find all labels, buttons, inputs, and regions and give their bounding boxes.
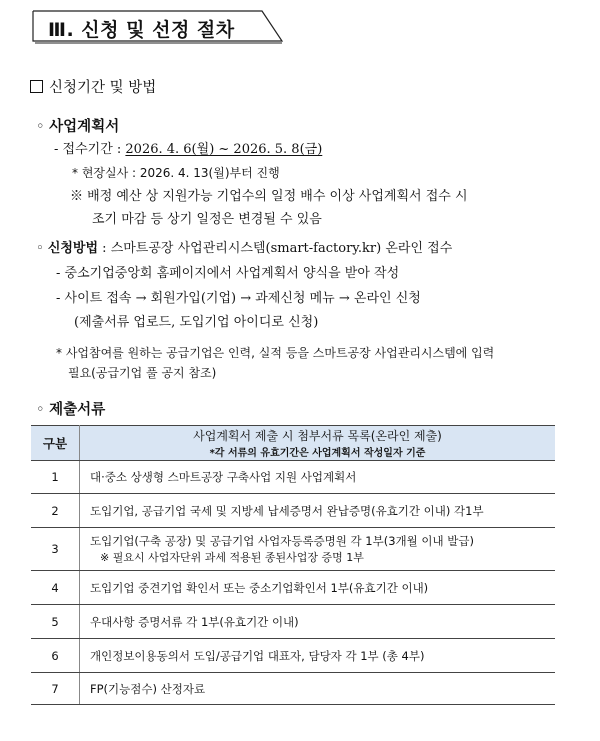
table-row (31, 639, 555, 673)
plan-label: 사업계획서 (49, 118, 120, 135)
method-line1: - 중소기업중앙회 홈페이지에서 사업계획서 양식을 받아 작성 (56, 266, 400, 281)
method-note1: * 사업참여를 원하는 공급기업은 인력, 실적 등을 스마트공장 사업관리시스템에 입력 (56, 346, 495, 360)
bullet-icon: ◦ (36, 402, 50, 418)
period-heading (30, 76, 156, 97)
period-heading-text: 신청기간 및 방법 (49, 80, 157, 96)
bullet-icon: ◦ (36, 119, 50, 135)
row-no: 3 (31, 528, 80, 571)
receipt-period (54, 138, 322, 157)
table-header-row (31, 426, 555, 461)
method-label: 신청방법 (47, 241, 99, 256)
method-note2: 필요(공급기업 풀 공지 참조) (68, 366, 217, 380)
row-text: 대·중소 상생형 스마트공장 구축사업 지원 사업계획서 (80, 461, 556, 494)
documents-label: 제출서류 (49, 401, 106, 418)
table-row (31, 673, 555, 705)
schedule-note-line1: ※ 배정 예산 상 지원가능 기업수의 일정 배수 이상 사업계획서 접수 시 (70, 189, 468, 204)
row-no: 7 (31, 673, 80, 705)
receipt-dates: 2026. 4. 6(월) ~ 2026. 5. 8(금) (125, 142, 323, 157)
bullet-icon: ◦ (36, 241, 48, 256)
section-title: Ⅲ. 신청 및 선정 절차 (48, 19, 235, 41)
table-row (31, 528, 555, 571)
receipt-label: - 접수기간 : (54, 142, 126, 157)
row-no: 5 (31, 605, 80, 639)
table-row (31, 571, 555, 605)
row-text: FP(기능점수) 산정자료 (80, 673, 556, 705)
method-line2: - 사이트 접속 → 회원가입(기업) → 과제신청 메뉴 → 온라인 신청 (56, 291, 421, 306)
checkbox-square-icon (30, 80, 43, 93)
row-no: 6 (31, 639, 80, 673)
section-header (32, 10, 282, 42)
row-subtext: ※ 필요시 사업자단위 과세 적용된 종된사업장 증명 1부 (100, 551, 364, 564)
row-text: 도입기업 중견기업 확인서 또는 중소기업확인서 1부(유효기간 이내) (80, 571, 556, 605)
row-no: 1 (31, 461, 80, 494)
row-no: 4 (31, 571, 80, 605)
col-title-text: 사업계획서 제출 시 첨부서류 목록(온라인 제출) (193, 429, 442, 443)
plan-item (36, 115, 119, 136)
schedule-note-line2: 조기 마감 등 상기 일정은 변경될 수 있음 (92, 212, 322, 227)
site-visit: * 현장실사 : 2026. 4. 13(월)부터 진행 (72, 166, 280, 180)
col-title-header (80, 426, 556, 461)
row-no: 2 (31, 494, 80, 528)
documents-table (31, 425, 555, 705)
row-text: 도입기업(구축 공장) 및 공급기업 사업자등록증명원 각 1부(3개월 이내 발급) (90, 534, 474, 548)
method-line3: (제출서류 업로드, 도입기업 아이디로 신청) (74, 315, 319, 330)
documents-item (36, 398, 105, 419)
col-sub-text: *각 서류의 유효기간은 사업계획서 작성일자 기준 (209, 448, 426, 459)
method-item (36, 237, 452, 256)
row-text: 도입기업, 공급기업 국세 및 지방세 납세증명서 완납증명(유효기간 이내) 각1부 (80, 494, 556, 528)
table-row (31, 461, 555, 494)
row-cell (80, 528, 556, 571)
table-row (31, 494, 555, 528)
method-text: : 스마트공장 사업관리시스템(smart-factory.kr) 온라인 접수 (98, 241, 453, 256)
row-text: 개인정보이용동의서 도입/공급기업 대표자, 담당자 각 1부 (총 4부) (80, 639, 556, 673)
table-row (31, 605, 555, 639)
row-text: 우대사항 증명서류 각 1부(유효기간 이내) (80, 605, 556, 639)
col-no-header: 구분 (31, 426, 80, 461)
